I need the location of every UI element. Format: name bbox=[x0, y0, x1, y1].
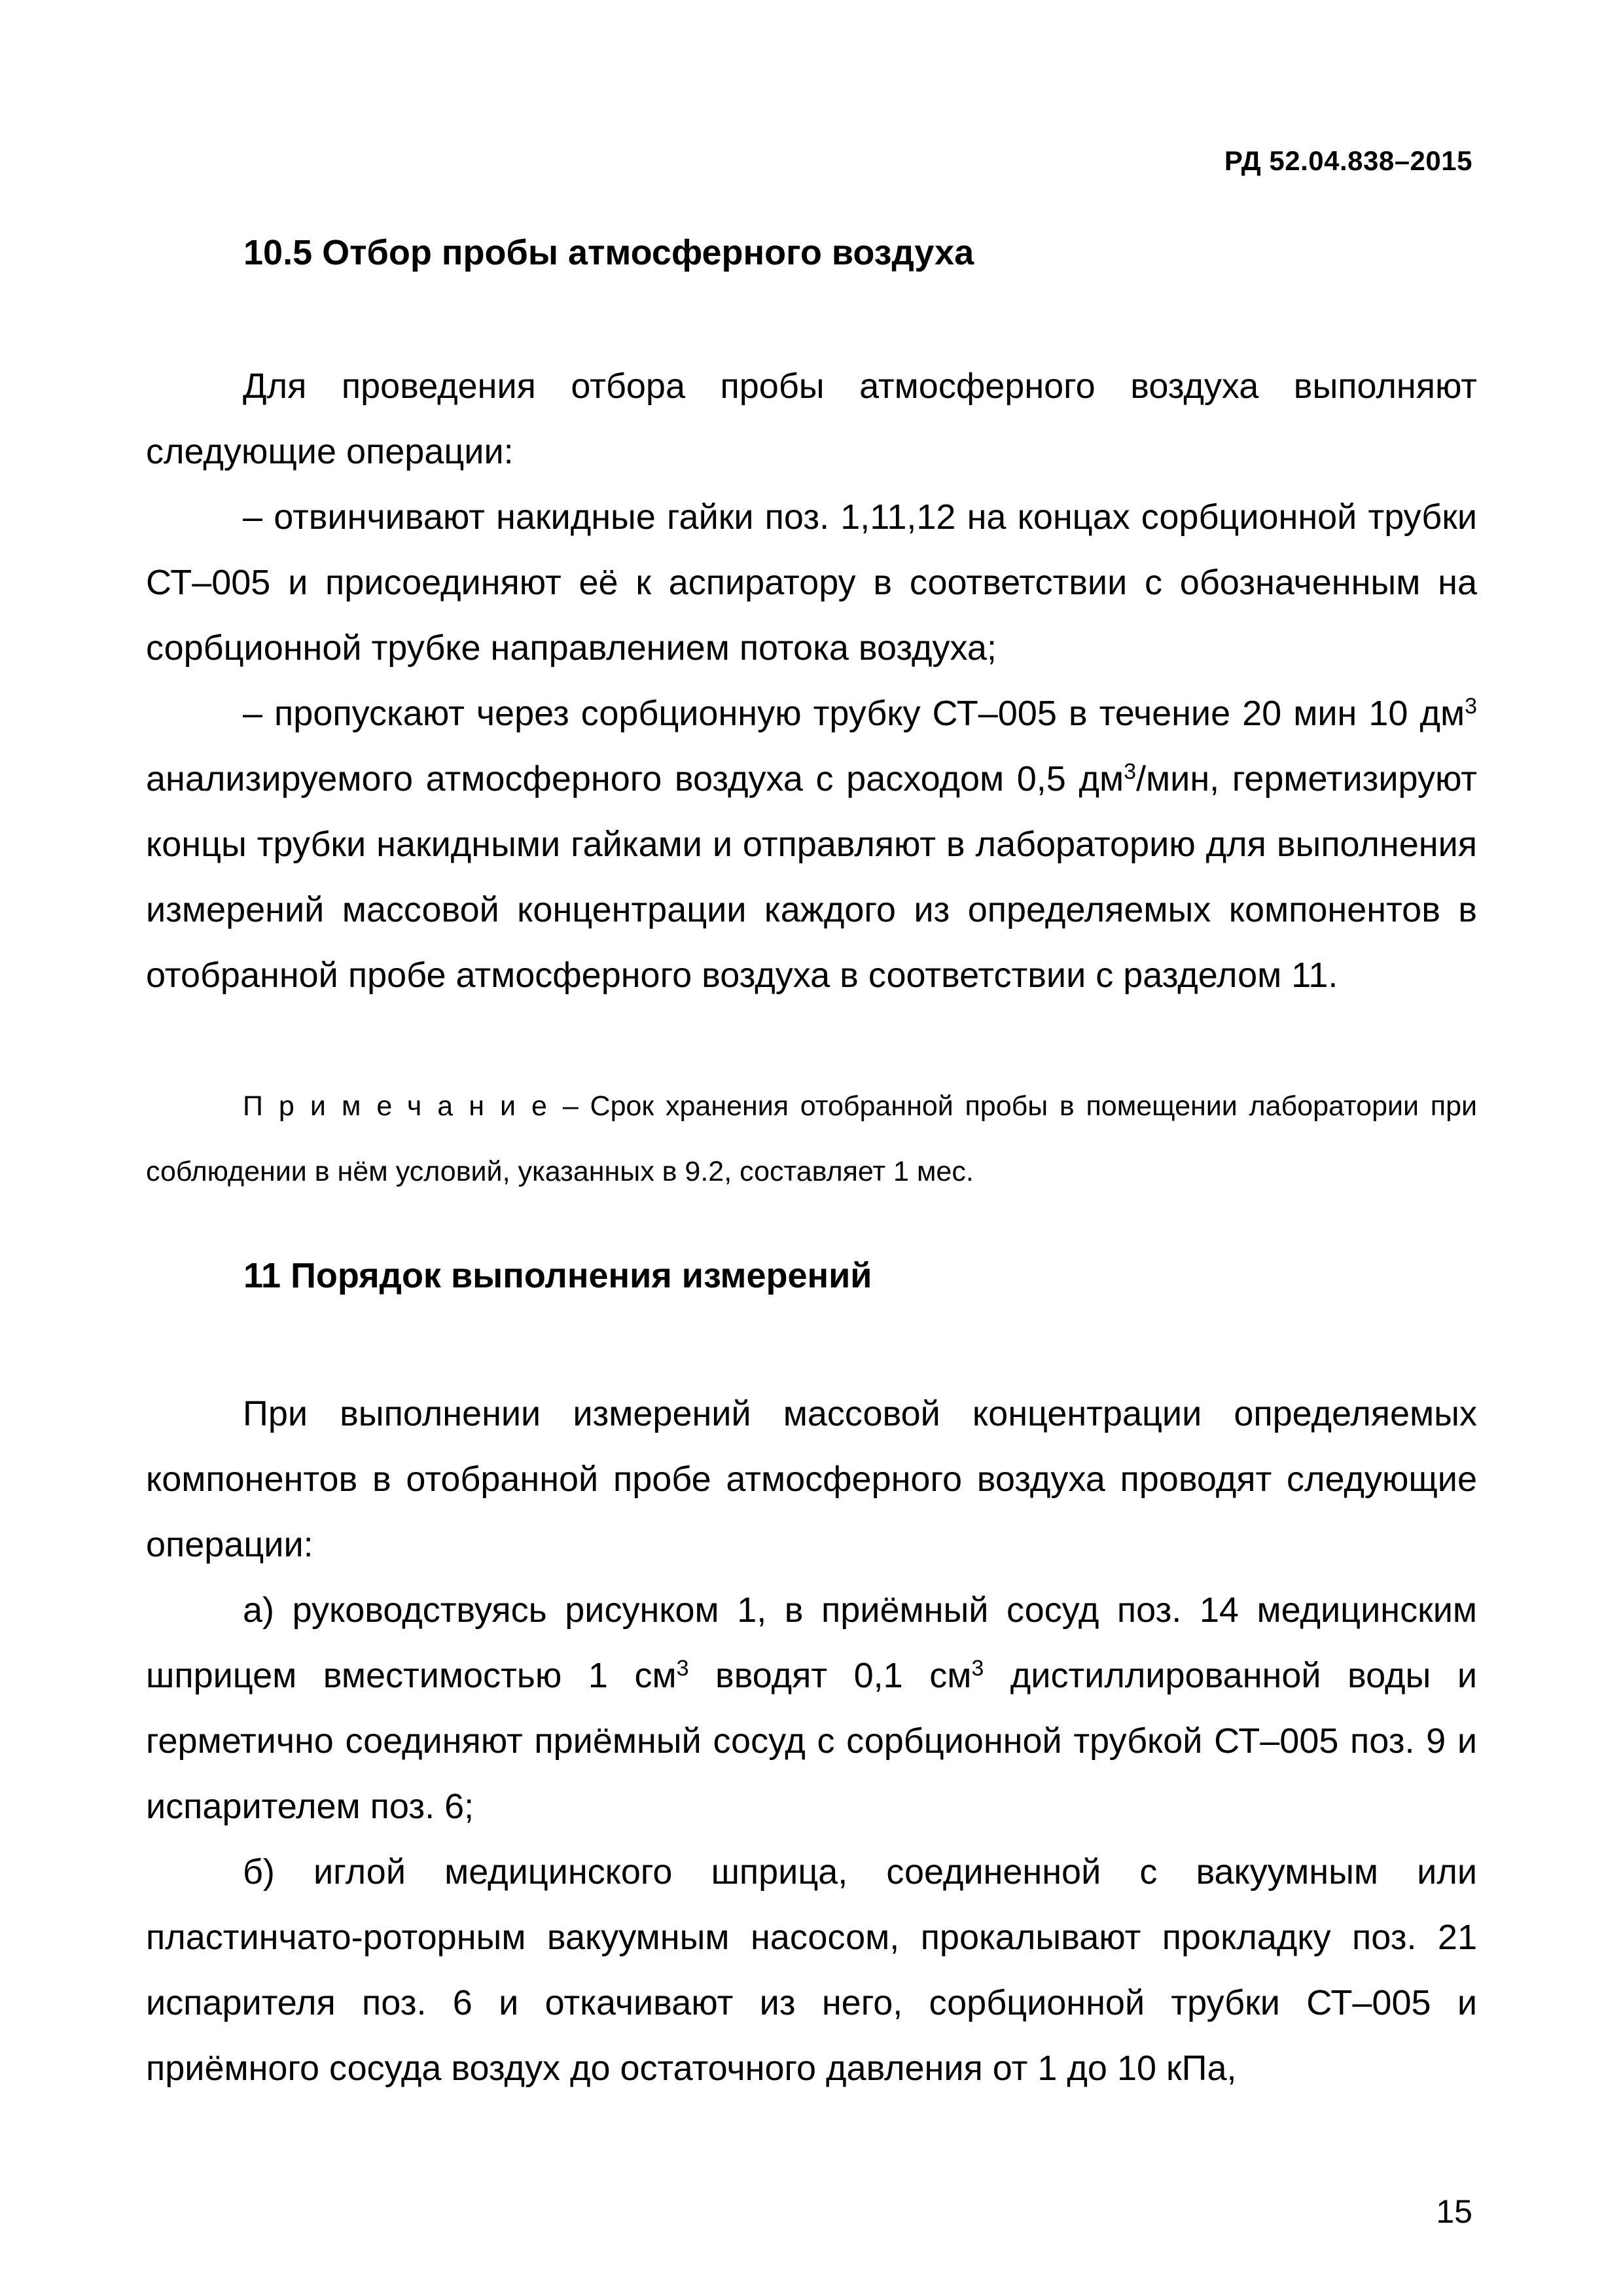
section-10-5-title: 10.5 Отбор пробы атмосферного воздуха bbox=[243, 233, 974, 272]
section-10-5-intro bbox=[146, 353, 1477, 484]
page-number: 15 bbox=[1436, 2193, 1472, 2230]
document-code: РД 52.04.838–2015 bbox=[1224, 145, 1472, 176]
note-label: Примечание bbox=[243, 1090, 563, 1122]
item-a-text-3: дистиллированной воды и герметично соединяют приёмный сосуд с сорбционной трубкой СТ–005 поз. 9 и испарителем поз. 6; bbox=[146, 1656, 1477, 1826]
item-2-text-a: – пропускают через сорбционную трубку СТ–005 в течение 20 мин 10 дм bbox=[243, 694, 1465, 733]
section-10-5-item-2 bbox=[146, 681, 1477, 1008]
section-11-intro-text: При выполнении измерений массовой концентрации определяемых компонентов в отобранной пробе атмосферного воздуха проводят следующие операции: bbox=[146, 1394, 1477, 1564]
note bbox=[146, 1073, 1477, 1204]
superscript-3: 3 bbox=[1465, 694, 1477, 719]
section-10-5-intro-text: Для проведения отбора пробы атмосферного воздуха выполняют следующие операции: bbox=[146, 367, 1477, 471]
item-1-text: – отвинчивают накидные гайки поз. 1,11,12 на концах сорбционной трубки СТ–005 и присоединяют её к аспиратору в соответствии с обозначенным на сорбционной трубке направлением потока воздуха; bbox=[146, 497, 1477, 668]
superscript-3: 3 bbox=[676, 1656, 689, 1681]
item-a-text-2: вводят 0,1 см bbox=[688, 1656, 972, 1695]
section-11-item-b bbox=[146, 1839, 1477, 2101]
superscript-3: 3 bbox=[1124, 759, 1137, 784]
superscript-3: 3 bbox=[971, 1656, 984, 1681]
item-2-text-c: /мин, герметизируют концы трубки накидными гайками и отправляют в лабораторию для выполнения измерений массовой концентрации каждого из определяемых компонентов в отобранной пробе атмосферного воздуха в соответствии с разделом 11. bbox=[146, 759, 1478, 995]
section-11-intro bbox=[146, 1381, 1477, 1577]
section-11-title: 11 Порядок выполнения измерений bbox=[243, 1256, 872, 1295]
item-b-text: б) иглой медицинского шприца, соединенной с вакуумным или пластинчато-роторным вакуумным насосом, прокалывают прокладку поз. 21 испарителя поз. 6 и откачивают из него, сорбционной трубки СТ–005 и приёмного сосуда воздух до остаточного давления от 1 до 10 кПа, bbox=[146, 1852, 1477, 2088]
section-10-5-item-1 bbox=[146, 484, 1477, 681]
item-a-text-1: а) руководствуясь рисунком 1, в приёмный сосуд поз. 14 медицинским шприцем вместимостью 1 см bbox=[146, 1590, 1477, 1695]
item-2-text-b: анализируемого атмосферного воздуха с расходом 0,5 дм bbox=[146, 759, 1124, 798]
note-text: – Срок хранения отобранной пробы в помещении лаборатории при соблюдении в нём условий, указанных в 9.2, составляет 1 мес. bbox=[146, 1090, 1477, 1187]
section-11-item-a bbox=[146, 1577, 1477, 1839]
